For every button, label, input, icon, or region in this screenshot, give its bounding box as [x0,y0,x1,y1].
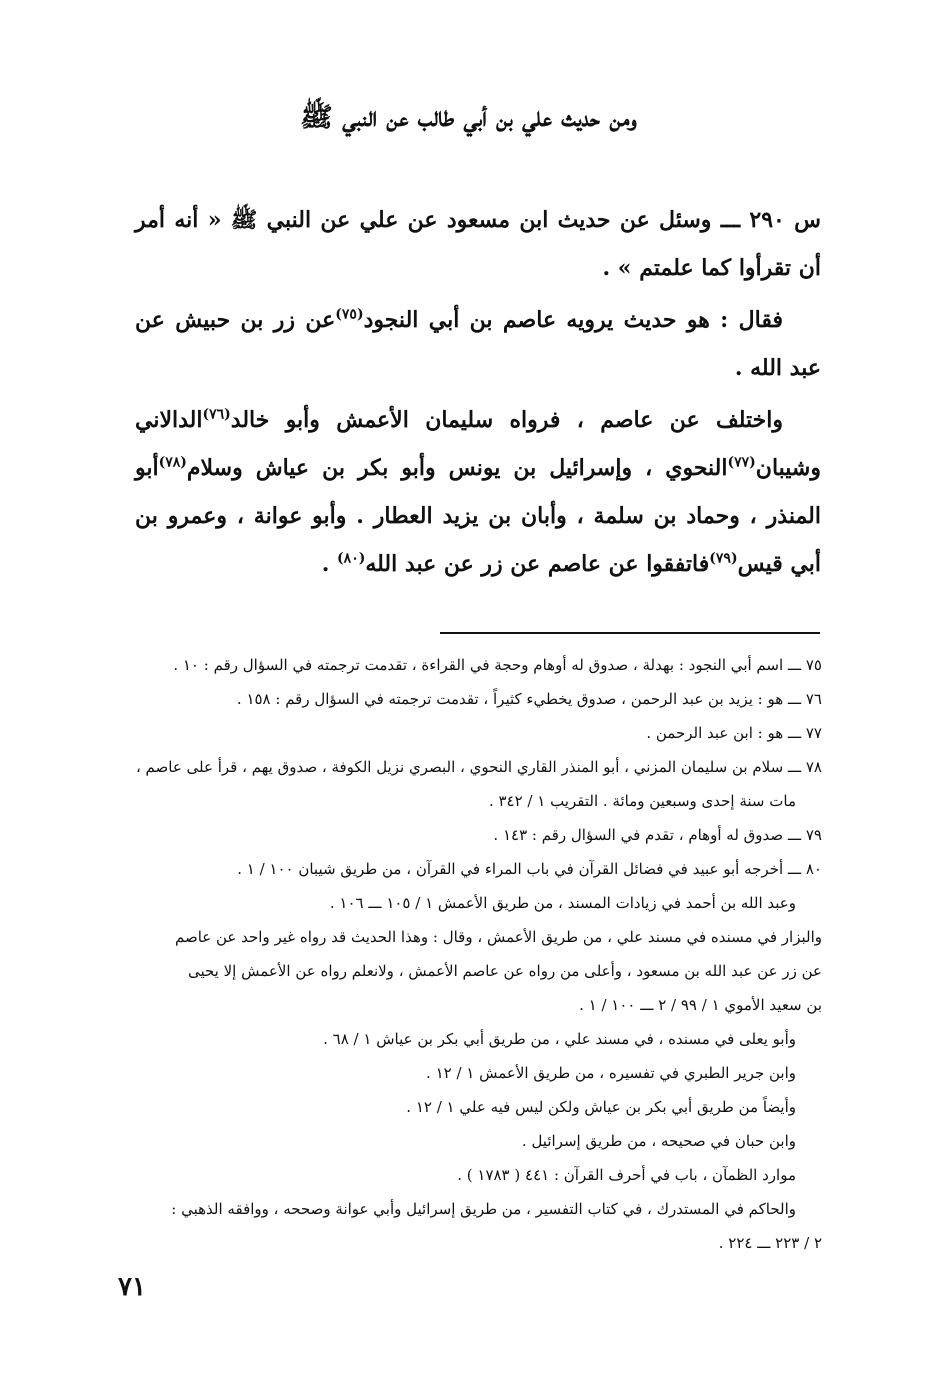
discussion-text-6: . [321,551,338,577]
answer-text-end: عن زر بن حبيش عن عبد الله . [135,307,821,381]
answer-text-start: فقال : هو حديث يرويه عاصم بن أبي النجود [363,307,783,333]
footnote-80-line-5: بن سعيد الأموي ١ / ٩٩ / ٢ ـــ ١٠٠ / ١ . [579,996,822,1014]
section-title: ومن حديث علي بن أبي طالب عن النبي ﷺ [300,102,637,133]
discussion-text-2: الدالاني وشيبان [135,407,821,481]
footnote-ref-75[interactable]: (٧٥) [335,306,364,323]
answer-paragraph [135,296,821,392]
footnote-79: ٧٩ ـــ صدوق له أوهام ، تقدم في السؤال رقم : ١٤٣ . [493,826,822,844]
footnote-80: ٨٠ ـــ أخرجه أبو عبيد في فضائل القرآن في باب المراء في القرآن ، من طريق شيبان ١٠٠ / ١ . [237,860,822,878]
footnote-78: ٧٨ ـــ سلام بن سليمان المزني ، أبو المنذر القاري النحوي ، البصري نزيل الكوفة ، صدوق يهم ، قرأ على عاصم ، [135,758,822,776]
question-paragraph: س ٢٩٠ ـــ وسئل عن حديث ابن مسعود عن علي عن النبي ﷺ « أنه أمر أن تقرأوا كما علمتم » . [135,207,822,281]
discussion-text-4: أبو المنذر ، وحماد بن سلمة ، وأبان بن يزيد العطار . وأبو عوانة ، وعمرو بن أبي قيس [135,455,821,577]
discussion-text-1: واختلف عن عاصم ، فرواه سليمان الأعمش وأبو خالد [230,407,783,433]
discussion-text-3: النحوي ، وإسرائيل بن يونس وأبو بكر بن عياش وسلام [186,455,728,481]
footnote-ref-79[interactable]: (٧٩) [709,550,738,567]
footnote-78-continued: مات سنة إحدى وسبعين ومائة . التقريب ١ / ٣٤٢ . [488,792,796,810]
footnote-ref-77[interactable]: (٧٧) [727,454,756,471]
footnotes-block [132,648,822,1260]
discussion-text-5: فاتفقوا عن عاصم عن زر عن عبد الله [365,551,710,577]
footnote-80-line-11: والحاكم في المستدرك ، في كتاب التفسير ، من طريق إسرائيل وأبي عوانة وصححه ، ووافقه الذهبي : [171,1200,796,1218]
page-number: ٧١ [118,1272,146,1302]
footnote-80-line-8: وأيضاً من طريق أبي بكر بن عياش ولكن ليس فيه علي ١ / ١٢ . [406,1098,796,1116]
footnote-80-line-9: وابن حبان في صحيحه ، من طريق إسرائيل . [521,1132,796,1150]
footnote-77: ٧٧ ـــ هو : ابن عبد الرحمن . [646,724,822,742]
footnote-80-line-4: عن زر عن عبد الله بن مسعود ، وأعلى من رواه عن عاصم الأعمش ، ولانعلم رواه عن الأعمش إلا يحيى [187,962,822,980]
discussion-paragraph [135,396,821,588]
footnote-76: ٧٦ ـــ هو : يزيد بن عبد الرحمن ، صدوق يخطيء كثيراً ، تقدمت ترجمته في السؤال رقم : ١٥٨ . [236,690,822,708]
footnote-80-line-2: وعبد الله بن أحمد في زيادات المسند ، من طريق الأعمش ١ / ١٠٥ ـــ ١٠٦ . [329,894,796,912]
footnote-ref-76[interactable]: (٧٦) [202,406,231,423]
footnote-80-line-6: وأبو يعلى في مسنده ، في مسند علي ، من طريق أبي بكر بن عياش ١ / ٦٨ . [323,1030,796,1048]
footnote-80-line-12: ٢ / ٢٢٣ ـــ ٢٢٤ . [718,1234,822,1252]
footnote-divider [440,632,820,634]
footnote-80-line-3: والبزار في مسنده في مسند علي ، من طريق الأعمش ، وقال : وهذا الحديث قد رواه غير واحد عن عاصم [174,928,822,946]
footnote-80-line-7: وابن جرير الطبري في تفسيره ، من طريق الأعمش ١ / ١٢ . [426,1064,796,1082]
footnote-ref-80[interactable]: (٨٠) [337,550,366,567]
footnote-ref-78[interactable]: (٧٨) [158,454,187,471]
footnote-75: ٧٥ ـــ اسم أبي النجود : بهدلة ، صدوق له أوهام وحجة في القراءة ، تقدمت ترجمته في السؤال رقم : ١٠ . [173,656,822,674]
footnote-80-line-10: موارد الظمآن ، باب في أحرف القرآن : ٤٤١ ( ١٧٨٣ ) . [457,1166,796,1184]
